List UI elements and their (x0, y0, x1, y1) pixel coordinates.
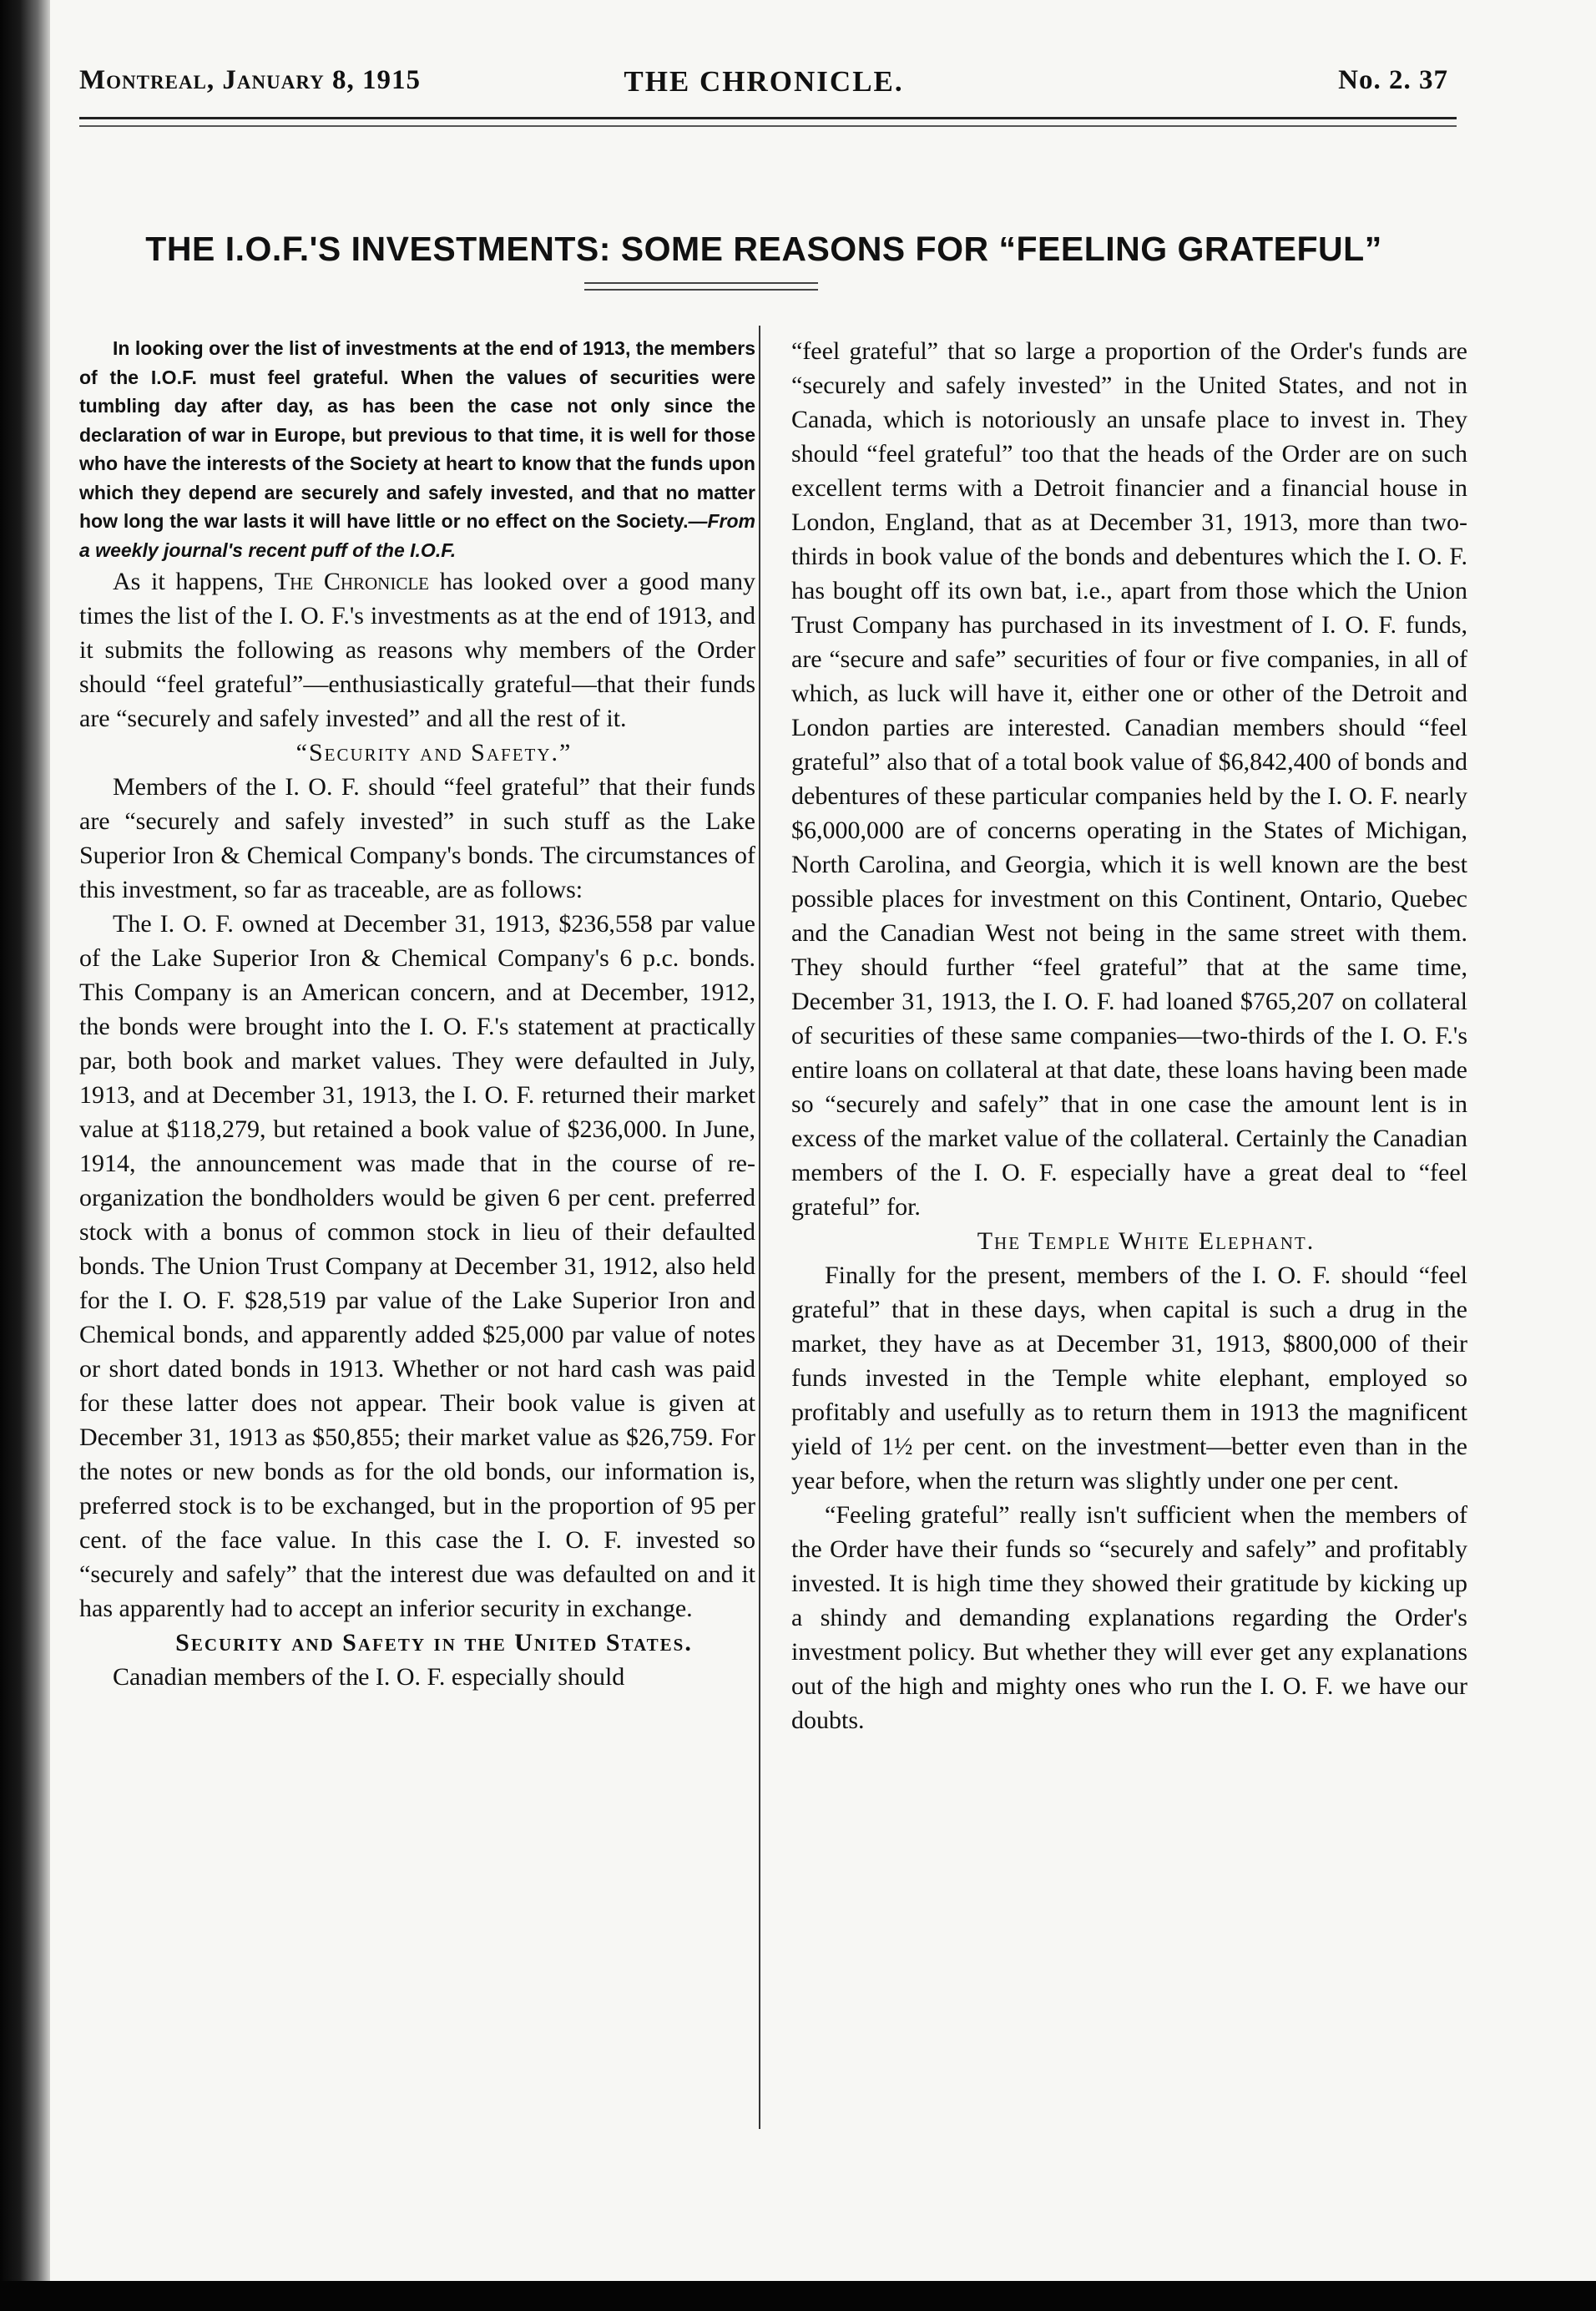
paragraph: The I. O. F. owned at December 31, 1913, $236,558 par value of the Lake Superior Iron & Chemical Company's 6 p.c. bonds. This Company is an American concern, and at December, 1912, the bonds were brought into the I. O. F.'s statement at practically par, both book and market values. They were defaulted in July, 1913, and at December 31, 1913, the I. O. F. returned their market value at $118,279, but retained a book value of $236,000. In June, 1914, the announcement was made that in the course of re-organization the bondholders would be given 6 per cent. preferred stock with a bonus of common stock in lieu of their defaulted bonds. The Union Trust Company at December 31, 1912, also held for the I. O. F. $28,519 par value of the Lake Superior Iron and Chemical bonds, and apparently added $25,000 par value of notes or short dated bonds in 1913. Whether or not hard cash was paid for these latter does not appear. Their book value is given at December 31, 1913 as $50,855; their market value as $26,759. For the notes or new bonds as for the old bonds, our information is, preferred stock is to be exchanged, but in the proportion of 95 per cent. of the face value. In this case the I. O. F. invested so “securely and safely” that the interest due was defaulted on and it has apparently had to accept an inferior security in exchange. (79, 910, 755, 1622)
masthead-rule-thin (79, 125, 1457, 127)
pull-quote-attribution: —From a weekly journal's recent puff of the I.O.F. (79, 510, 755, 561)
pull-quote (79, 334, 755, 564)
pull-quote-text: In looking over the list of investments at the end of 1913, the members of the I.O.F. must feel grateful. When the values of securities were tumbling day after day, as has been the case not only since the declaration of war in Europe, but previous to that time, it is well for those who have the interests of the Society at heart to know that the funds upon which they depend are securely and safely invested, and that no matter how long the war lasts it will have little or no effect on the Society. (79, 337, 755, 532)
paragraph: Members of the I. O. F. should “feel grateful” that their funds are “securely and safely invested” in such stuff as the Lake Superior Iron & Chemical Company's bonds. The circumstances of this investment, so far as traceable, are as follows: (79, 773, 755, 903)
intro-text: has looked over a good many times the list of the I. O. F.'s investments as at the end of 1913, and it submits the following as reasons why members of the Order should “feel grateful”—enthusiastically grateful—that their funds are “securely and safely invested” and all the rest of it. (79, 568, 755, 732)
intro-prefix: As it happens, (113, 568, 275, 595)
publication-name: The Chronicle (274, 568, 430, 595)
paragraph-continued: “feel grateful” that so large a proportion of the Order's funds are “securely and safely invested” in the United States, and not in Canada, which is notoriously an unsafe place to invest in. They should “feel grateful” too that the heads of the Order are on such excellent terms with a Detroit financier and a financial house in London, England, that as at December 31, 1913, more than two-thirds in book value of the bonds and debentures which the I. O. F. has bought off its own bat, i.e., apart from those which the Union Trust Company has purchased in its investment of I. O. F. funds, are “secure and safe” securities of four or five companies, in all of which, as luck will have it, either one or other of the Detroit and London parties are interested. Canadian members should “feel grateful” also that of a total book value of $6,842,400 of bonds and debentures of these particular companies held by the I. O. F. nearly $6,000,000 are of concerns operating in the States of Michigan, North Carolina, and Georgia, which it is well known are the best possible places for investment on this Continent, Ontario, Quebec and the Canadian West not being in the same street with them. They should further “feel grateful” that at the same time, December 31, 1913, the I. O. F. had loaned $765,207 on collateral of securities of these same companies—two-thirds of the I. O. F.'s entire loans on collateral at that date, these loans having been made so “securely and safely” that in one case the amount lent is in excess of the market value of the collateral. Certainly the Canadian members of the I. O. F. especially have a great deal to “feel grateful” for. (791, 337, 1467, 1221)
section-heading-temple-white-elephant: The Temple White Elephant. (977, 1227, 1316, 1255)
section-heading-security-safety: “Security and Safety.” (295, 739, 573, 766)
section-heading-united-states: Security and Safety in the United States. (175, 1629, 693, 1656)
column-divider (759, 326, 760, 2129)
paragraph: Finally for the present, members of the I. O. F. should “feel grateful” that in these days, when capital is such a drug in the market, they have as at December 31, 1913, $800,000 of their funds invested in the Temple white elephant, employed so profitably and usefully as to return them in 1913 the magnificent yield of 1½ per cent. on the investment—better even than in the year before, when the return was slightly under one per cent. (791, 1262, 1467, 1494)
headline-rule (584, 282, 818, 284)
headline-rule-thin (584, 289, 818, 291)
masthead-title: THE CHRONICLE. (624, 65, 904, 98)
masthead-rule (79, 117, 1457, 119)
masthead (79, 65, 1448, 112)
masthead-dateline: Montreal, January 8, 1915 (79, 65, 421, 95)
binding-shadow (0, 0, 50, 2311)
page-bottom-edge (0, 2281, 1596, 2311)
article-headline: THE I.O.F.'S INVESTMENTS: SOME REASONS FOR “FEELING GRATEFUL” (145, 230, 1382, 269)
paragraph: Canadian members of the I. O. F. especially should (113, 1663, 625, 1691)
paragraph: “Feeling grateful” really isn't sufficient when the members of the Order have their funds so “securely and safely” and profitably invested. It is high time they showed their gratitude by kicking up a shindy and demanding explanations regarding the Order's investment policy. But whether they will ever get any explanations out of the high and mighty ones who run the I. O. F. we have our doubts. (791, 1501, 1467, 1734)
intro-paragraph (79, 564, 755, 736)
column-left (79, 334, 755, 1694)
column-right (791, 334, 1467, 1737)
masthead-issue-page: No. 2. 37 (1338, 65, 1448, 95)
